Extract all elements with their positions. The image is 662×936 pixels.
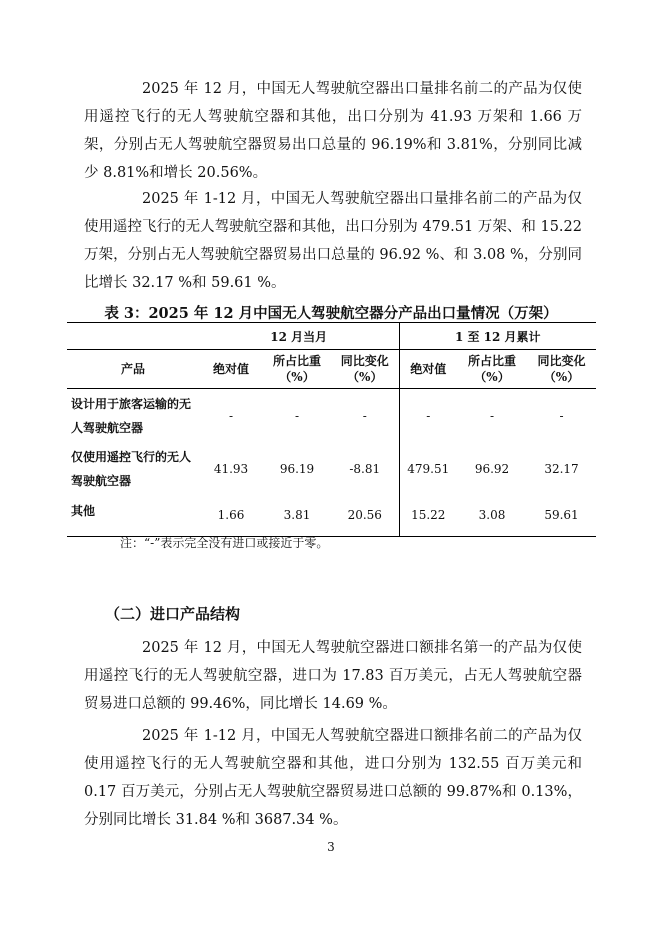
header-share-cumulative: 所占比重（%） bbox=[457, 350, 527, 389]
cell-value: 479.51 bbox=[399, 443, 457, 495]
table-group-header-row bbox=[67, 323, 596, 350]
export-table bbox=[67, 322, 596, 537]
paragraph-export-dec: 2025 年 12 月，中国无人驾驶航空器出口量排名前二的产品为仅使用遥控飞行的无人驾驶航空器和其他，出口分别为 41.93 万架和 1.66 万架，分别占无人驾驶航空器贸易出口总量的 96.19%和 3.81%，分别同比减少 8.81%和增长 20.56%。 bbox=[84, 81, 582, 181]
table-note: 注：“-”表示完全没有进口或接近于零。 bbox=[120, 536, 329, 550]
cell-value: 3.08 bbox=[457, 495, 527, 537]
header-yoy-month: 同比变化（%） bbox=[331, 350, 399, 389]
header-share-month: 所占比重（%） bbox=[263, 350, 331, 389]
table-caption: 表 3：2025 年 12 月中国无人驾驶航空器分产品出口量情况（万架） bbox=[104, 305, 558, 322]
cell-value: 32.17 bbox=[544, 461, 579, 476]
header-absolute-cumulative: 绝对值 bbox=[399, 350, 457, 389]
cell-value: -8.81 bbox=[349, 461, 381, 476]
cell-value: 3.81 bbox=[263, 495, 331, 537]
paragraph-import-dec: 2025 年 12 月，中国无人驾驶航空器进口额排名第一的产品为仅使用遥控飞行的无人驾驶航空器，进口为 17.83 百万美元，占无人驾驶航空器贸易进口总额的 99.46%，同比增长 14.69 %。 bbox=[84, 640, 582, 712]
cell-value: 41.93 bbox=[213, 461, 249, 476]
row-product: 设计用于旅客运输的无人驾驶航空器 bbox=[71, 396, 192, 435]
row-product: 其他 bbox=[67, 495, 199, 537]
table-row bbox=[67, 495, 596, 537]
group-header-cumulative: 1 至 12 月累计 bbox=[399, 323, 596, 350]
cell-value: 96.92 bbox=[474, 461, 510, 476]
table-row bbox=[67, 443, 596, 495]
paragraph-export-annual: 2025 年 1-12 月，中国无人驾驶航空器出口量排名前二的产品为仅使用遥控飞行的无人驾驶航空器和其他，出口分别为 479.51 万架、和 15.22 万架，分别占无人驾驶航空器贸易出口总量的 96.92 %、和 3.08 %，分别同比增长 32.17 %和 59.61 %。 bbox=[84, 191, 582, 291]
cell-value: - bbox=[228, 408, 234, 423]
section-heading: （二）进口产品结构 bbox=[105, 605, 241, 623]
cell-value: - bbox=[559, 408, 564, 423]
group-header-month: 12 月当月 bbox=[199, 323, 399, 350]
table-row bbox=[67, 389, 596, 443]
cell-value: 15.22 bbox=[399, 495, 457, 537]
cell-value: - bbox=[399, 389, 457, 443]
row-product: 仅使用遥控飞行的无人驾驶航空器 bbox=[71, 449, 192, 488]
cell-value: - bbox=[294, 408, 300, 423]
cell-value: 59.61 bbox=[527, 495, 596, 537]
paragraph-import-annual: 2025 年 1-12 月，中国无人驾驶航空器进口额排名前二的产品为仅使用遥控飞行的无人驾驶航空器和其他，进口分别为 132.55 百万美元和 0.17 百万美元，分别占无人驾驶航空器贸易进口总额的 99.87%和 0.13%，分别同比增长 31.84 %和 3687.34 %。 bbox=[84, 728, 582, 828]
cell-value: 20.56 bbox=[331, 495, 399, 537]
table-column-header-row bbox=[67, 350, 596, 389]
page-number: 3 bbox=[327, 840, 335, 854]
cell-value: - bbox=[489, 408, 495, 423]
header-absolute-month: 绝对值 bbox=[199, 350, 263, 389]
group-header-blank bbox=[67, 323, 199, 350]
cell-value: 96.19 bbox=[279, 461, 315, 476]
header-yoy-cumulative: 同比变化（%） bbox=[527, 350, 596, 389]
cell-value: 1.66 bbox=[199, 495, 263, 537]
cell-value: - bbox=[362, 408, 367, 423]
header-product: 产品 bbox=[67, 350, 199, 389]
